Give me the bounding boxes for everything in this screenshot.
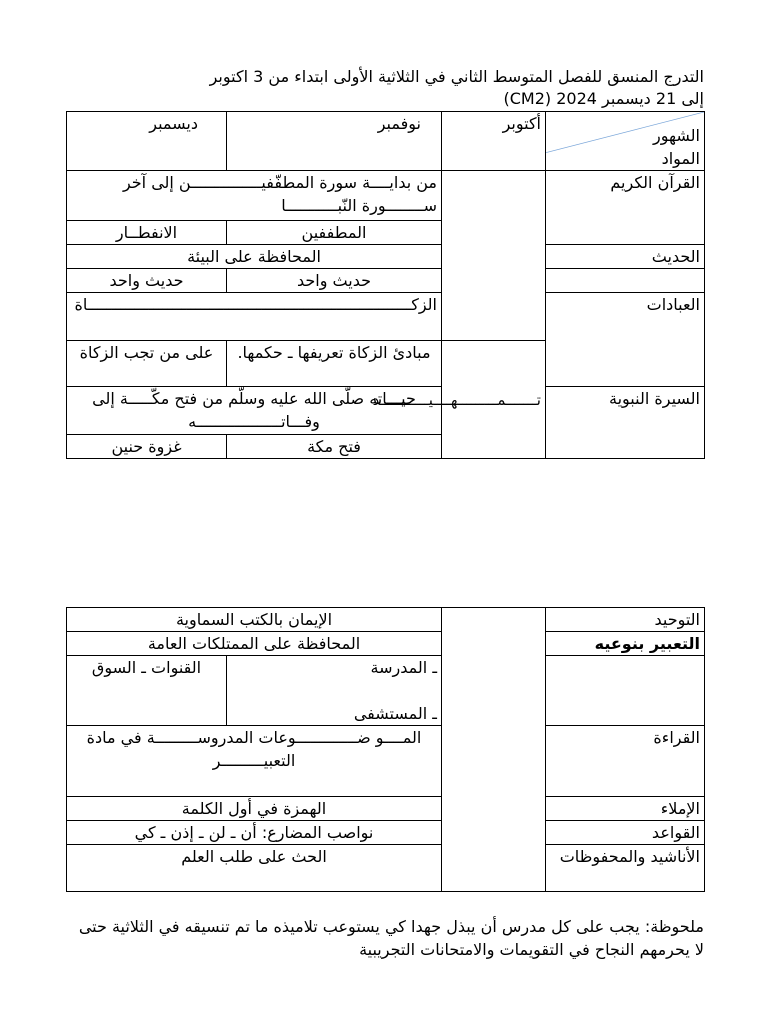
qawaid-value: نواصب المضارع: أن ـ لن ـ إذن ـ كي xyxy=(67,821,442,845)
hadith-november: حديث واحد xyxy=(227,269,442,293)
header-months-label: الشهور xyxy=(653,126,700,145)
title-line-2: إلى 21 ديسمبر 2024 (CM2) xyxy=(503,89,704,108)
sira-october-cell xyxy=(372,341,546,459)
sira-theme: حيـــاته صلّى الله عليه وسلّم من فتح مكّـــــة إلى وفـــاتــــــــــــــــــه xyxy=(67,387,442,435)
anashid-value: الحث على طلب العلم xyxy=(67,845,442,892)
header-subjects-label: المواد xyxy=(661,149,700,168)
ibadat-november: مبادئ الزكاة تعريفها ـ حكمها. xyxy=(227,341,442,387)
document-title xyxy=(66,66,704,110)
title-line-1: التدرج المنسق للفصل المتوسط الثاني في الثلاثية الأولى ابتداء من 3 اكتوبر xyxy=(209,67,704,86)
subject-tawhid: التوحيد xyxy=(546,608,705,632)
subject-taabir: التعبير بنوعيه xyxy=(546,632,705,656)
footnote: ملحوظة: يجب على كل مدرس أن يبذل جهدا كي يستوعب تلاميذه ما تم تنسيقه في الثلاثية حتى لا يحرمهم النجاح في التقويمات والامتحانات التجريبية xyxy=(78,917,704,959)
header-december: ديسمبر xyxy=(67,112,227,171)
imlaa-value: الهمزة في أول الكلمة xyxy=(67,797,442,821)
subject-quran: القرآن الكريم xyxy=(546,171,705,245)
taabir-theme: المحافظة على الممتلكات العامة xyxy=(67,632,442,656)
subject-qiraa: القراءة xyxy=(546,726,705,797)
quran-november: المطففين xyxy=(227,221,442,245)
qiraa-value: المــــو ضـــــــــــــوعات المدروســـــــــة في مادة التعبيـــــــــر xyxy=(67,726,442,797)
ibadat-december: على من تجب الزكاة xyxy=(67,341,227,387)
subject-imlaa: الإملاء xyxy=(546,797,705,821)
quran-december: الانفطــار xyxy=(67,221,227,245)
quran-range: من بدايــــة سورة المطفّفيـــــــــــــــن إلى آخر ســــــــورة النّبـــــــــــا xyxy=(67,171,442,221)
header-october: أكتوبر xyxy=(442,112,546,171)
sira-november: فتح مكة xyxy=(227,435,442,459)
language-table xyxy=(66,607,705,892)
october-tamhid: تـــــــمـــــــــهــــيـــــــــــد xyxy=(372,390,541,409)
sira-december: غزوة حنين xyxy=(67,435,227,459)
hadith-theme: المحافظة على البيئة xyxy=(67,245,442,269)
subject-qawaid: القواعد xyxy=(546,821,705,845)
hadith-december: حديث واحد xyxy=(67,269,227,293)
taabir-december: القنوات ـ السوق xyxy=(67,656,227,726)
ibadat-theme: الزكـــــــــــــــــــــــــــــــــــــــــــــــــــــــــــــــــــــاة xyxy=(67,293,442,341)
subject-hadith: الحديث xyxy=(546,245,705,269)
header-november: نوفمبر xyxy=(227,112,442,171)
hadith-empty-subject xyxy=(546,269,705,293)
october-empty-column xyxy=(442,608,546,892)
subject-ibadat: العبادات xyxy=(546,293,705,387)
subject-anashid: الأناشيد والمحفوظات xyxy=(546,845,705,892)
schedule-table xyxy=(66,111,705,459)
header-corner-cell xyxy=(546,112,705,171)
subject-sira: السيرة النبوية xyxy=(546,387,705,459)
taabir-empty-subject xyxy=(546,656,705,726)
october-empty-cell xyxy=(442,171,546,341)
tawhid-value: الإيمان بالكتب السماوية xyxy=(67,608,442,632)
taabir-november: ـ المدرسة ـ المستشفى xyxy=(227,656,442,726)
